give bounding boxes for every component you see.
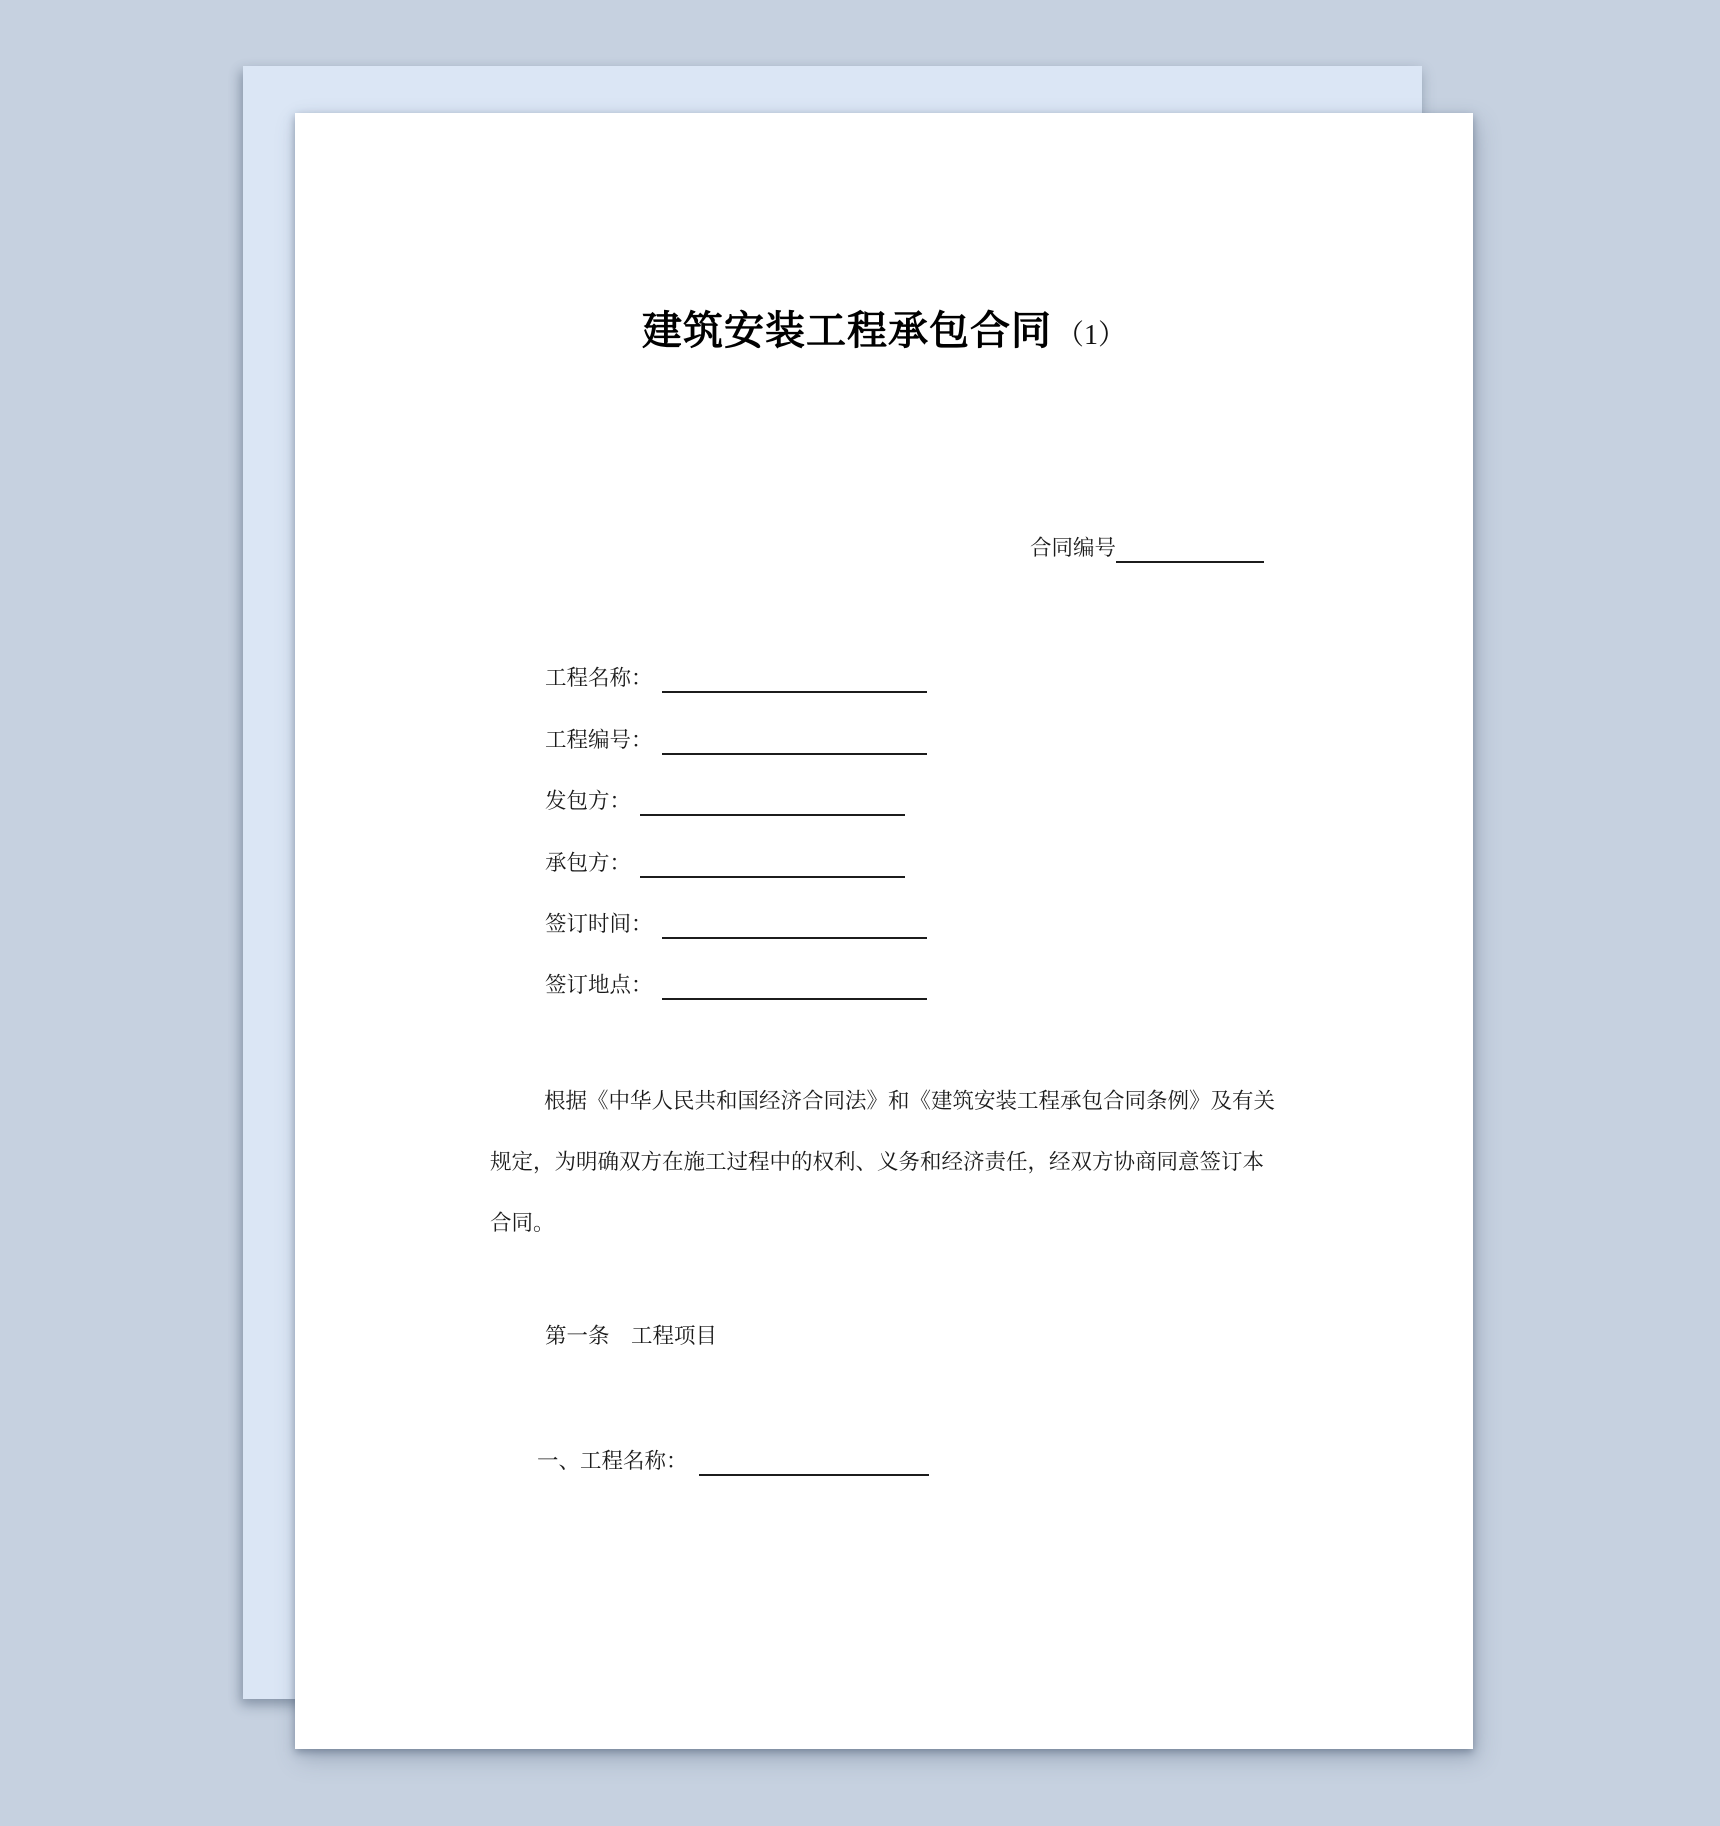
item-row-project-name [537, 1444, 929, 1478]
item-label-project-name: 一、工程名称： [537, 1449, 688, 1473]
field-blank-signing-time [662, 907, 927, 939]
document-title-suffix: （1） [1055, 320, 1126, 351]
field-blank-contractor [640, 846, 905, 878]
document-title-text: 建筑安装工程承包合同 [641, 309, 1052, 353]
field-label-signing-place: 签订地点： [545, 973, 653, 997]
field-row-employer [545, 784, 905, 818]
document-page [295, 113, 1473, 1749]
field-blank-project-no [662, 723, 927, 755]
contract-number-blank [1116, 531, 1264, 563]
field-blank-project-name [662, 661, 927, 693]
field-blank-signing-place [662, 968, 927, 1000]
contract-number-line [1030, 531, 1264, 565]
section-heading-article-1: 第一条 工程项目 [545, 1324, 718, 1348]
field-row-project-no [545, 723, 927, 757]
field-blank-employer [640, 784, 905, 816]
field-row-contractor [545, 846, 905, 880]
field-row-signing-time [545, 907, 927, 941]
field-row-project-name [545, 661, 927, 695]
item-blank-project-name [699, 1444, 929, 1476]
field-label-contractor: 承包方： [545, 851, 632, 875]
document-title [295, 305, 1473, 366]
field-label-employer: 发包方： [545, 789, 632, 813]
field-row-signing-place [545, 968, 927, 1002]
intro-paragraph-line-1: 根据《中华人民共和国经济合同法》和《建筑安装工程承包合同条例》及有关 [544, 1089, 1276, 1113]
field-label-signing-time: 签订时间： [545, 912, 653, 936]
intro-paragraph-line-2: 规定，为明确双方在施工过程中的权利、义务和经济责任，经双方协商同意签订本 [490, 1150, 1265, 1174]
contract-number-label: 合同编号 [1030, 536, 1117, 560]
field-label-project-name: 工程名称： [545, 666, 653, 690]
intro-paragraph-line-3: 合同。 [490, 1211, 555, 1235]
field-label-project-no: 工程编号： [545, 728, 653, 752]
